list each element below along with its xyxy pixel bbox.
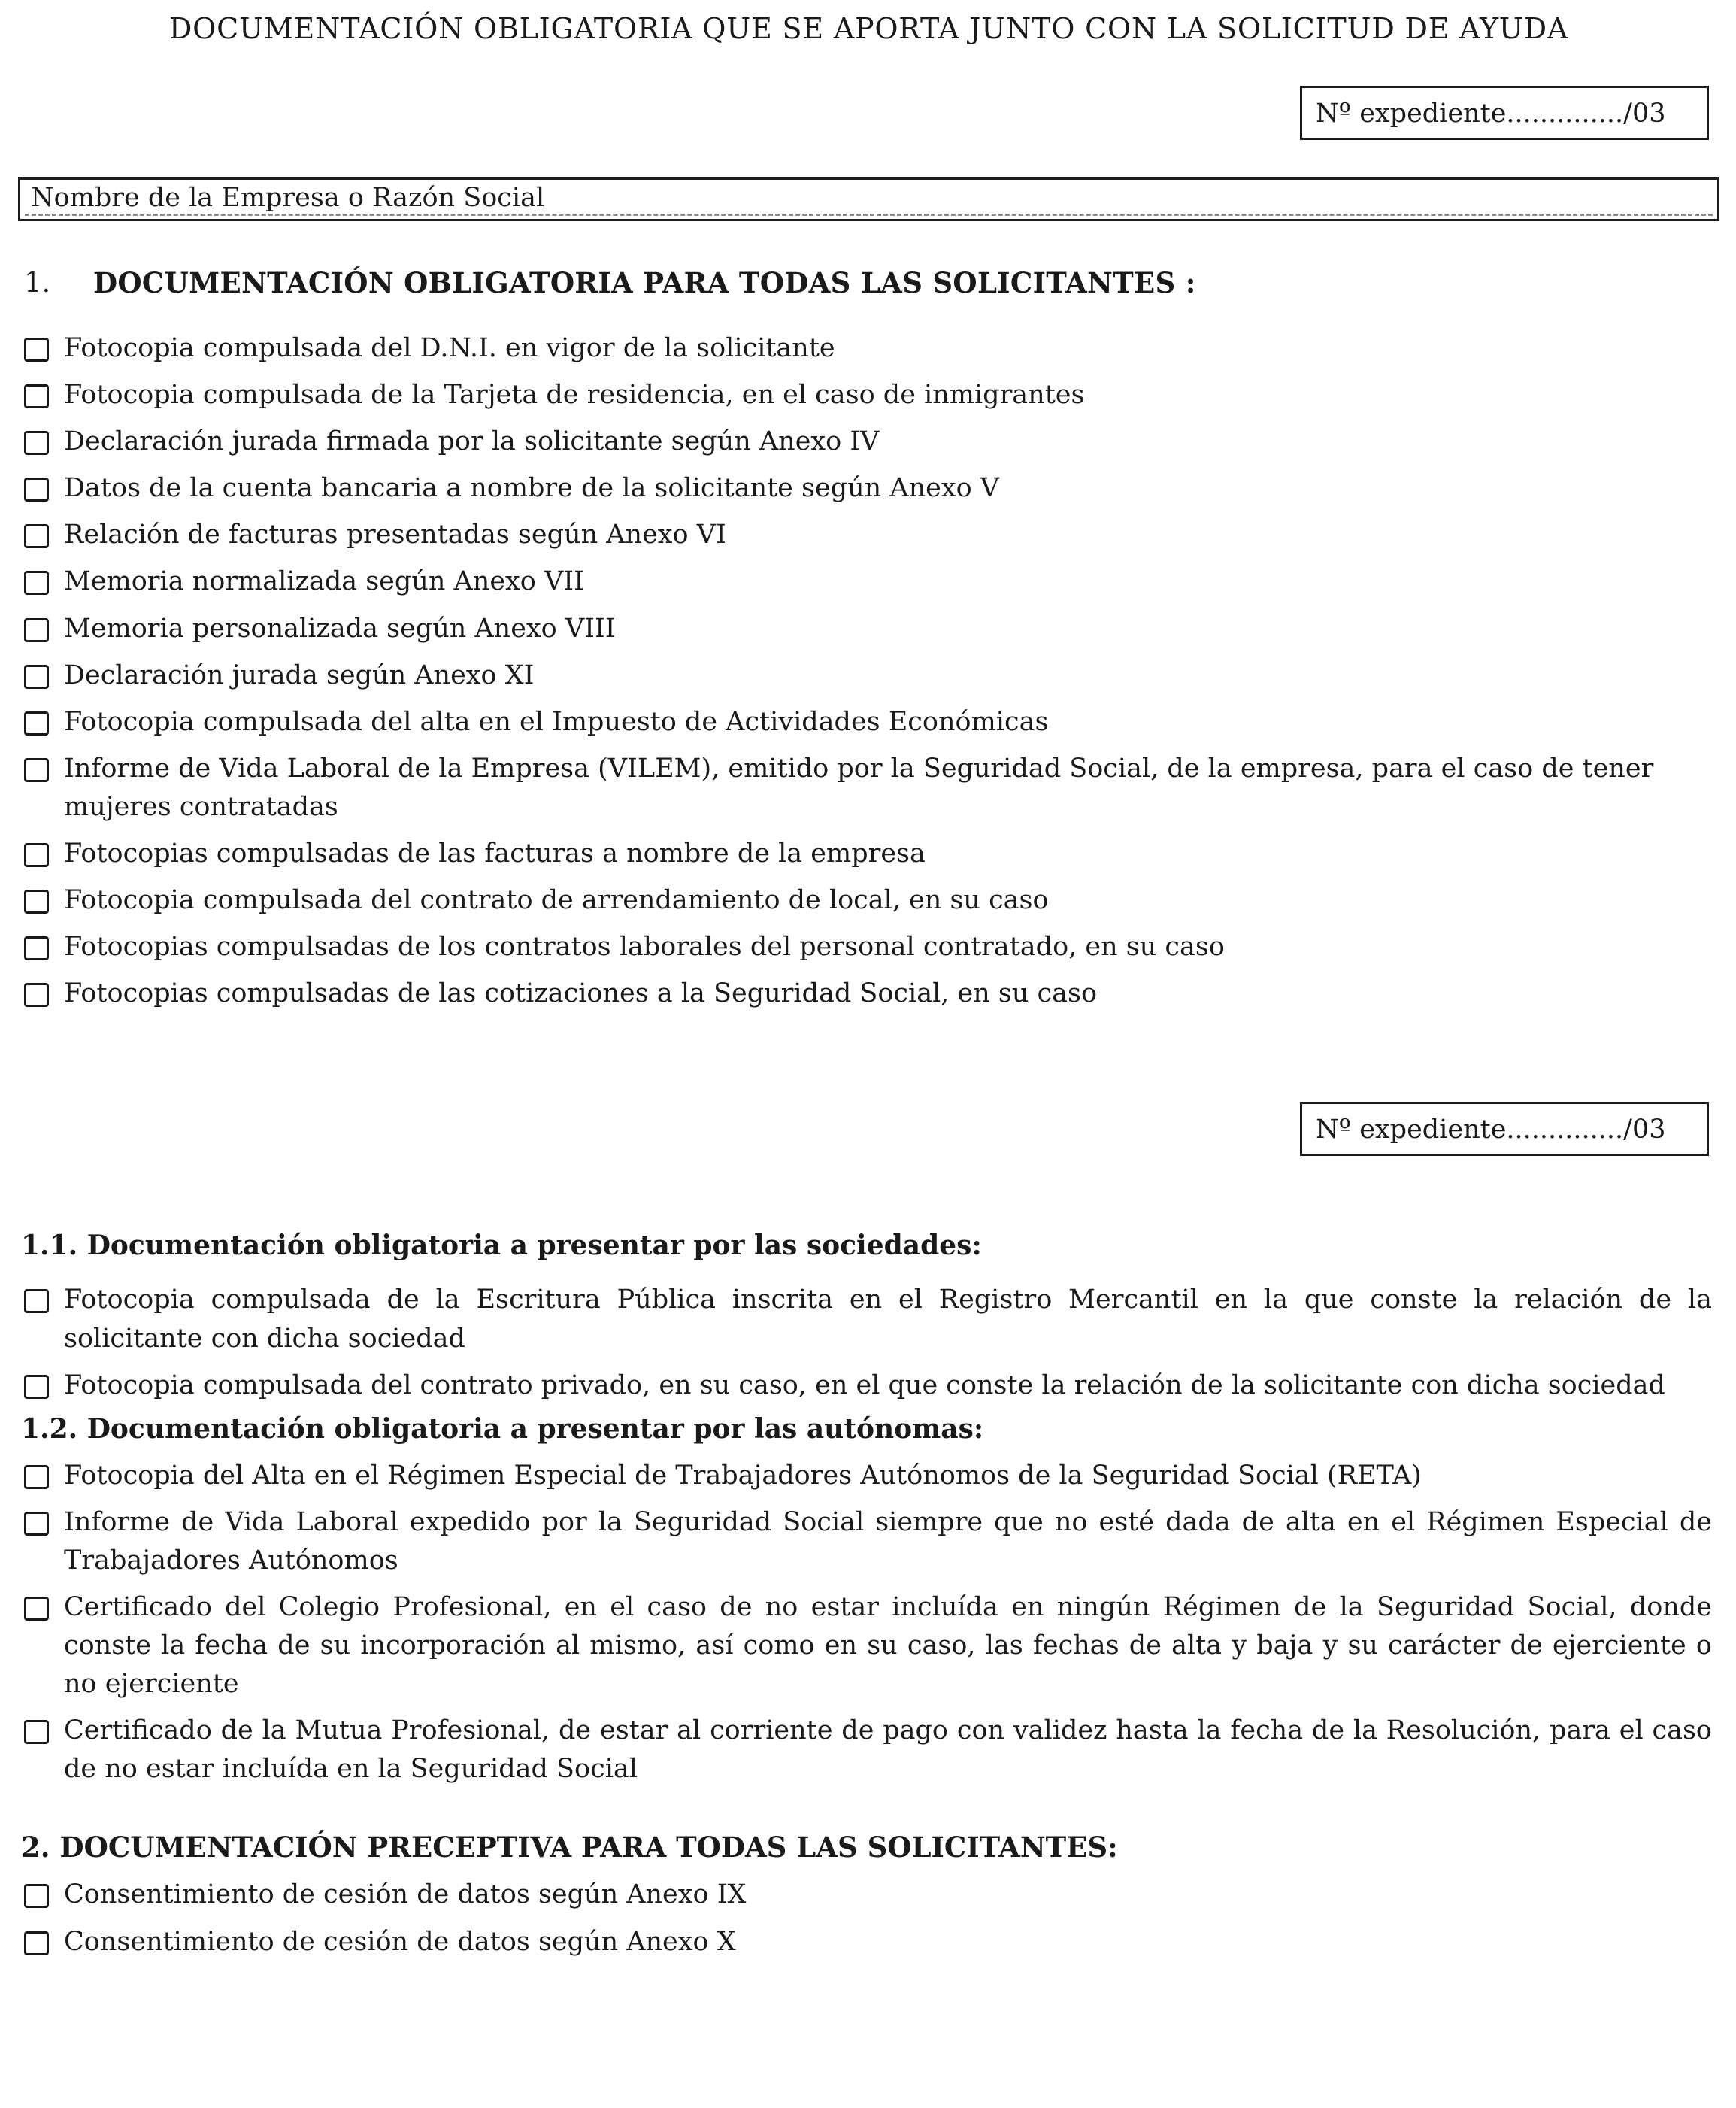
expediente-label-top: Nº expediente............../03 bbox=[1316, 99, 1666, 129]
item-text: Fotocopia compulsada del D.N.I. en vigor de la solicitante bbox=[64, 333, 835, 363]
checkbox-icon[interactable] bbox=[24, 524, 49, 548]
expediente-row-top bbox=[18, 86, 1719, 140]
item-text: Fotocopia compulsada de la Escritura Pública inscrita en el Registro Mercantil en la que conste la relación de la solicitante con dicha sociedad bbox=[64, 1285, 1712, 1354]
checklist-item bbox=[24, 516, 1719, 554]
checklist-item bbox=[24, 835, 1719, 873]
expediente-row-middle bbox=[18, 1102, 1719, 1156]
checklist-item bbox=[24, 657, 1719, 695]
checkbox-icon[interactable] bbox=[24, 478, 49, 502]
checkbox-icon[interactable] bbox=[24, 338, 49, 362]
checklist-item bbox=[24, 975, 1719, 1013]
checkbox-icon[interactable] bbox=[24, 1884, 49, 1908]
checkbox-icon[interactable] bbox=[24, 431, 49, 455]
section-1-1-items bbox=[18, 1281, 1719, 1404]
checklist-item bbox=[24, 376, 1719, 414]
checklist-item bbox=[24, 610, 1719, 648]
section-1-2-heading: 1.2. Documentación obligatoria a presentar por las autónomas: bbox=[21, 1412, 984, 1445]
empresa-name-box[interactable] bbox=[18, 177, 1719, 221]
checkbox-icon[interactable] bbox=[24, 758, 49, 782]
item-text: Informe de Vida Laboral expedido por la Seguridad Social siempre que no esté dada de alta en el Régimen Especial de Trabajadores Autónomos bbox=[64, 1506, 1712, 1576]
section-1-heading bbox=[18, 266, 1719, 299]
checklist-item bbox=[24, 1923, 1719, 1961]
item-text: Declaración jurada firmada por la solicitante según Anexo IV bbox=[64, 426, 880, 457]
item-text: Certificado del Colegio Profesional, en el caso de no estar incluída en ningún Régimen de la Seguridad Social, donde conste la fecha de su incorporación al mismo, así como en su caso, las fechas de alta y baja y su carácter de ejerciente o no ejerciente bbox=[64, 1591, 1712, 1700]
checkbox-icon[interactable] bbox=[24, 1931, 49, 1955]
checklist-item bbox=[24, 750, 1719, 827]
page-title: DOCUMENTACIÓN OBLIGATORIA QUE SE APORTA JUNTO CON LA SOLICITUD DE AYUDA bbox=[168, 12, 1569, 45]
item-text: Relación de facturas presentadas según Anexo VI bbox=[64, 520, 726, 551]
item-text: Fotocopia del Alta en el Régimen Especial de Trabajadores Autónomos de la Seguridad Social (RETA) bbox=[64, 1460, 1422, 1491]
checklist-item bbox=[24, 1281, 1719, 1357]
checkbox-icon[interactable] bbox=[24, 571, 49, 595]
item-text: Datos de la cuenta bancaria a nombre de la solicitante según Anexo V bbox=[64, 473, 1000, 504]
checkbox-icon[interactable] bbox=[24, 1512, 49, 1536]
item-text: Memoria personalizada según Anexo VIII bbox=[64, 613, 616, 644]
checklist-item bbox=[24, 1457, 1719, 1495]
item-text: Fotocopias compulsadas de las facturas a nombre de la empresa bbox=[64, 839, 926, 869]
checklist-item bbox=[24, 1876, 1719, 1914]
checklist-item bbox=[24, 1712, 1719, 1788]
checklist-item bbox=[24, 703, 1719, 742]
section-2-items bbox=[18, 1876, 1719, 1961]
item-text: Consentimiento de cesión de datos según Anexo X bbox=[64, 1926, 736, 1957]
checklist-item bbox=[24, 1503, 1719, 1580]
expediente-label-middle: Nº expediente............../03 bbox=[1316, 1115, 1666, 1145]
checkbox-icon[interactable] bbox=[24, 890, 49, 914]
section-2-heading: 2. DOCUMENTACIÓN PRECEPTIVA PARA TODAS LAS SOLICITANTES: bbox=[21, 1830, 1118, 1864]
checkbox-icon[interactable] bbox=[24, 1375, 49, 1399]
expediente-box-middle bbox=[1300, 1102, 1709, 1156]
item-text: Fotocopia compulsada de la Tarjeta de residencia, en el caso de inmigrantes bbox=[64, 380, 1085, 411]
checkbox-icon[interactable] bbox=[24, 936, 49, 960]
checklist-item bbox=[24, 928, 1719, 966]
checkbox-icon[interactable] bbox=[24, 1289, 49, 1313]
item-text: Certificado de la Mutua Profesional, de estar al corriente de pago con validez hasta la fecha de la Resolución, para el caso de no estar incluída en la Seguridad Social bbox=[64, 1715, 1712, 1785]
checkbox-icon[interactable] bbox=[24, 983, 49, 1007]
item-text: Fotocopias compulsadas de las cotizaciones a la Seguridad Social, en su caso bbox=[64, 978, 1098, 1009]
item-text: Fotocopia compulsada del contrato de arrendamiento de local, en su caso bbox=[64, 885, 1049, 916]
checklist-item bbox=[24, 1366, 1719, 1405]
section-1-title: DOCUMENTACIÓN OBLIGATORIA PARA TODAS LAS SOLICITANTES : bbox=[93, 266, 1196, 299]
item-text: Fotocopia compulsada del contrato privado, en su caso, en el que conste la relación de la solicitante con dicha sociedad bbox=[64, 1369, 1665, 1400]
expediente-box-top bbox=[1300, 86, 1709, 140]
item-text: Declaración jurada según Anexo XI bbox=[64, 660, 535, 690]
checklist-item bbox=[24, 881, 1719, 920]
checklist-item bbox=[24, 469, 1719, 508]
checklist-item bbox=[24, 329, 1719, 368]
checkbox-icon[interactable] bbox=[24, 384, 49, 408]
empresa-name-label: Nombre de la Empresa o Razón Social bbox=[31, 183, 545, 213]
checkbox-icon[interactable] bbox=[24, 711, 49, 736]
item-text: Fotocopia compulsada del alta en el Impuesto de Actividades Económicas bbox=[64, 706, 1049, 737]
checklist-item bbox=[24, 1588, 1719, 1703]
section-1-1-heading: 1.1. Documentación obligatoria a presentar por las sociedades: bbox=[21, 1230, 982, 1262]
checkbox-icon[interactable] bbox=[24, 618, 49, 642]
checklist-item bbox=[24, 563, 1719, 601]
checkbox-icon[interactable] bbox=[24, 1720, 49, 1744]
checkbox-icon[interactable] bbox=[24, 1465, 49, 1489]
checkbox-icon[interactable] bbox=[24, 665, 49, 689]
item-text: Memoria normalizada según Anexo VII bbox=[64, 566, 584, 597]
checklist-item bbox=[24, 423, 1719, 461]
item-text: Consentimiento de cesión de datos según Anexo IX bbox=[64, 1879, 747, 1910]
section-1-2-items bbox=[18, 1457, 1719, 1789]
item-text: Informe de Vida Laboral de la Empresa (VILEM), emitido por la Seguridad Social, de la empresa, para el caso de tener mujeres contratadas bbox=[64, 753, 1654, 822]
item-text: Fotocopias compulsadas de los contratos laborales del personal contratado, en su caso bbox=[64, 932, 1225, 963]
section-1-items bbox=[18, 329, 1719, 1013]
section-1-number: 1. bbox=[24, 266, 51, 299]
checkbox-icon[interactable] bbox=[24, 843, 49, 867]
checkbox-icon[interactable] bbox=[24, 1597, 49, 1621]
